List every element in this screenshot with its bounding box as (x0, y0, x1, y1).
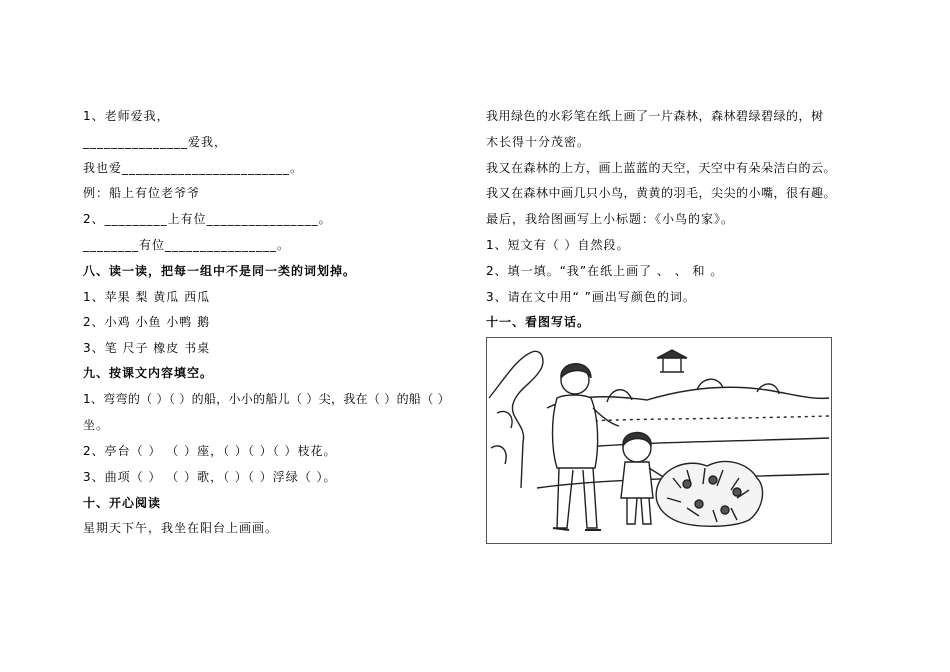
poem-fill-line-1-cont: 坐。 (83, 418, 110, 432)
item-1-line: 1、老师爱我， (83, 109, 170, 123)
reading-passage-line: 我又在森林中画几只小鸟，黄黄的羽毛，尖尖的小嘴，很有趣。 (486, 186, 837, 200)
poem-fill-line-3: 3、曲项（ ） （ ）歌，（ ）（ ）浮绿（ ）。 (83, 470, 337, 484)
reading-passage-line: 木长得十分茂密。 (486, 135, 591, 149)
example-line: 例：船上有位老爷爷 (83, 186, 201, 200)
poem-fill-line-2: 2、亭台（ ） （ ）座，（ ）（ ）（ ）枝花。 (83, 444, 337, 458)
reading-passage-line: 我用绿色的水彩笔在纸上画了一片森林，森林碧绿碧绿的，树 (486, 109, 824, 123)
item-2-line: 2、_________上有位________________。 (83, 212, 332, 226)
fill-blank-line: _______________爱我， (83, 135, 228, 149)
reading-passage-line: 最后，我给图画写上小标题：《小鸟的家》。 (486, 212, 735, 226)
reading-passage-line: 星期天下午，我坐在阳台上画画。 (83, 521, 279, 535)
word-group-3: 3、笔 尺子 橡皮 书桌 (83, 341, 211, 355)
word-group-1: 1、苹果 梨 黄瓜 西瓜 (83, 290, 211, 304)
section-11-heading: 十一、看图写话。 (486, 315, 591, 329)
question-2-line: 2、填一填。“我”在纸上画了 、 、 和 。 (486, 264, 724, 278)
question-1-line: 1、短文有（ ）自然段。 (486, 238, 630, 252)
reading-passage-line: 我又在森林的上方，画上蓝蓝的天空，天空中有朵朵洁白的云。 (486, 161, 837, 175)
fill-blank-line: ________有位________________。 (83, 238, 291, 252)
poem-fill-line-1: 1、弯弯的（ ）（ ）的船，小小的船儿（ ）尖，我在（ ）的船（ ） (83, 392, 450, 406)
question-3-line: 3、请在文中用“ ”画出写颜色的词。 (486, 290, 696, 304)
word-group-2: 2、小鸡 小鱼 小鸭 鹅 (83, 315, 211, 329)
section-10-heading: 十、开心阅读 (83, 496, 162, 510)
section-8-heading: 八、读一读，把每一组中不是同一类的词划掉。 (83, 264, 357, 278)
section-9-heading: 九、按课文内容填空。 (83, 366, 214, 380)
fill-blank-line: 我也爱________________________。 (83, 161, 304, 175)
picture-writing-illustration (486, 337, 832, 544)
